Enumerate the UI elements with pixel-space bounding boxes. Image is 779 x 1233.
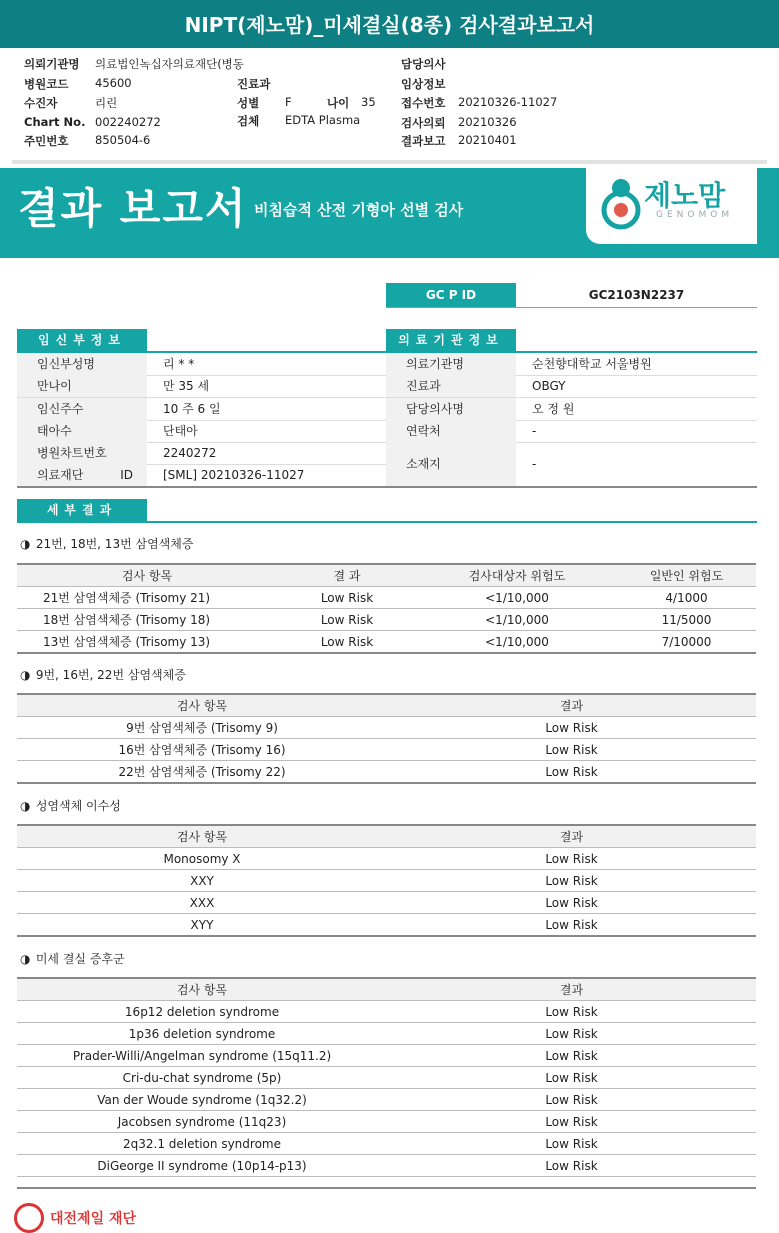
info-row [17,398,386,421]
result: Low Risk [387,870,756,892]
table-row [17,717,756,739]
info-value: - [532,457,537,471]
info-value: 만 35 세 [163,379,210,393]
header-value: 850504-6 [95,133,151,147]
info-key: 의료재단 ID [17,464,147,486]
half-circle-icon: ◑ [20,537,31,551]
header-value: 20210326-11027 [458,95,558,109]
test-item: XXY [17,870,387,892]
info-row [17,420,386,443]
table-row [17,1111,756,1133]
result: Low Risk [387,1045,756,1067]
table-row [17,1045,756,1067]
test-item: 13번 삼염색체증 (Trisomy 13) [17,631,277,654]
info-key: 임신주수 [17,398,147,420]
info-value: OBGY [532,379,566,393]
info-row [17,375,386,398]
header-value: F [285,95,292,109]
column-header: 결과 [387,978,756,1001]
subject-risk: <1/10,000 [417,587,617,609]
header-value: EDTA Plasma [285,113,361,127]
general-risk: 11/5000 [617,609,756,631]
footer-logo-icon [14,1203,44,1233]
info-value: 단태아 [163,424,198,438]
test-item: Van der Woude syndrome (1q32.2) [17,1089,387,1111]
table-header-row [17,694,756,717]
info-row [386,398,757,421]
result: Low Risk [387,1023,756,1045]
header-label: 검사의뢰 [401,116,446,130]
table-row [17,1001,756,1023]
info-value: 순천향대학교 서울병원 [532,357,652,371]
info-row [386,353,757,376]
gcp-id-box [386,283,757,308]
test-item: 18번 삼염색체증 (Trisomy 18) [17,609,277,631]
test-item: 16번 삼염색체증 (Trisomy 16) [17,739,387,761]
info-key: 담당의사명 [386,398,516,420]
test-item: 9번 삼염색체증 (Trisomy 9) [17,717,387,739]
header-value: 의료법인녹십자의료재단(병동 [95,57,244,71]
result-banner [0,168,779,258]
section-heading [20,950,125,967]
column-header: 결 과 [277,564,417,587]
column-header: 검사 항목 [17,694,387,717]
report-title: NIPT(제노맘)_미세결실(8종) 검사결과보고서 [0,0,779,48]
result: Low Risk [387,848,756,870]
test-item: Monosomy X [17,848,387,870]
section-heading-text: 성염색체 이수성 [35,799,121,813]
result: Low Risk [387,1001,756,1023]
footer-text: 대전제일 재단 [50,1211,137,1227]
table-row [17,914,756,937]
test-item: XYY [17,914,387,937]
table-row [17,870,756,892]
test-item: 22번 삼염색체증 (Trisomy 22) [17,761,387,784]
header-divider [12,160,767,164]
test-item: 16p12 deletion syndrome [17,1001,387,1023]
trisomy-main-table [17,563,756,654]
table-row [17,587,756,609]
info-row [17,442,386,465]
result: Low Risk [387,1133,756,1155]
result: Low Risk [387,1089,756,1111]
result: Low Risk [387,761,756,784]
table-row [17,1133,756,1155]
header-label: 진료과 [237,77,271,91]
half-circle-icon: ◑ [20,799,31,813]
info-key: 연락처 [386,420,516,442]
info-row [17,353,386,376]
table-row [17,739,756,761]
header-value: 20210326 [458,115,517,129]
section-heading-text: 9번, 16번, 22번 삼염색체증 [35,668,186,682]
info-value: 10 주 6 일 [163,402,221,416]
brand-name: 제노맘 [644,179,726,212]
result: Low Risk [387,739,756,761]
test-item: 2q32.1 deletion syndrome [17,1133,387,1155]
table-header-row [17,564,756,587]
test-item: 21번 삼염색체증 (Trisomy 21) [17,587,277,609]
microdeletion-table [17,977,756,1177]
info-value: 오 정 원 [532,402,575,416]
detail-results-rule [17,521,757,523]
info-key: 임신부성명 [17,353,147,375]
header-label: 의뢰기관명 [24,57,80,71]
header-label: 검체 [237,114,260,128]
banner-subtitle: 비침습적 산전 기형아 선별 검사 [254,201,464,219]
footer-divider [17,1187,756,1189]
test-item: DiGeorge II syndrome (10p14-p13) [17,1155,387,1177]
result: Low Risk [387,717,756,739]
info-key: 병원차트번호 [17,442,147,464]
result: Low Risk [387,1155,756,1177]
section-heading [20,797,121,814]
header-value: 45600 [95,76,132,90]
header-label: 접수번호 [401,96,446,110]
general-risk: 7/10000 [617,631,756,654]
info-row [386,442,757,488]
header-label: 결과보고 [401,134,446,148]
result: Low Risk [387,892,756,914]
genomom-logo-icon [596,172,646,232]
half-circle-icon: ◑ [20,668,31,682]
column-header: 결과 [387,825,756,848]
info-key: 의료기관명 [386,353,516,375]
hospital-info-tag: 의료기관정보 [386,329,516,351]
subject-risk: <1/10,000 [417,631,617,654]
header-label: 나이 [327,96,350,110]
gcp-id-value: GC2103N2237 [588,288,685,302]
table-row [17,892,756,914]
info-row [17,464,386,488]
header-value: 002240272 [95,115,161,129]
subject-risk: <1/10,000 [417,609,617,631]
table-row [17,609,756,631]
result: Low Risk [387,1111,756,1133]
info-value: [SML] 20210326-11027 [163,468,305,482]
result: Low Risk [387,1067,756,1089]
table-row [17,1089,756,1111]
header-label: 임상정보 [401,77,446,91]
table-row [17,761,756,784]
header-value: 35 [361,95,376,109]
pregnant-info-table [17,353,386,487]
column-header: 일반인 위험도 [617,564,756,587]
table-row [17,1155,756,1177]
table-row [17,848,756,870]
sex-chromosome-table [17,824,756,937]
info-key: 진료과 [386,375,516,397]
result: Low Risk [277,631,417,654]
column-header: 결과 [387,694,756,717]
header-label: 수진자 [24,96,58,110]
brand-name-en: GENOMOM [656,210,734,220]
header-label: 병원코드 [24,77,69,91]
info-value: 리 * * [163,357,195,371]
section-heading [20,666,186,683]
detail-results-tag: 세부결과 [17,499,147,521]
header-label: 주민번호 [24,134,69,148]
table-row [17,1023,756,1045]
table-row [17,631,756,654]
header-value: 리린 [95,96,118,110]
test-item: Jacobsen syndrome (11q23) [17,1111,387,1133]
info-row [386,375,757,398]
test-item: Cri-du-chat syndrome (5p) [17,1067,387,1089]
result: Low Risk [277,609,417,631]
header-value: 20210401 [458,133,517,147]
info-key: 소재지 [386,442,516,486]
report-header [0,50,779,162]
column-header: 검사 항목 [17,564,277,587]
table-header-row [17,825,756,848]
header-label: Chart No. [24,115,86,129]
test-item: 1p36 deletion syndrome [17,1023,387,1045]
hospital-info-table [386,353,757,487]
section-heading-text: 미세 결실 증후군 [35,952,125,966]
column-header: 검사 항목 [17,978,387,1001]
info-key: 태아수 [17,420,147,442]
column-header: 검사 항목 [17,825,387,848]
genomom-logo [586,168,757,244]
pregnant-info-tag: 임신부정보 [17,329,147,351]
section-heading [20,535,193,552]
info-row [386,420,757,443]
result: Low Risk [387,914,756,937]
test-item: Prader-Willi/Angelman syndrome (15q11.2) [17,1045,387,1067]
info-value: - [532,424,537,438]
trisomy-other-table [17,693,756,784]
table-row [17,1067,756,1089]
table-header-row [17,978,756,1001]
banner-title: 결과 보고서 [18,184,248,233]
section-heading-text: 21번, 18번, 13번 삼염색체증 [35,537,194,551]
half-circle-icon: ◑ [20,952,31,966]
general-risk: 4/1000 [617,587,756,609]
test-item: XXX [17,892,387,914]
header-label: 성별 [237,96,260,110]
info-key: 만나이 [17,375,147,397]
info-value: 2240272 [163,446,217,460]
header-label: 담당의사 [401,57,446,71]
gcp-id-label: GC P ID [386,283,516,307]
column-header: 검사대상자 위험도 [417,564,617,587]
result: Low Risk [277,587,417,609]
